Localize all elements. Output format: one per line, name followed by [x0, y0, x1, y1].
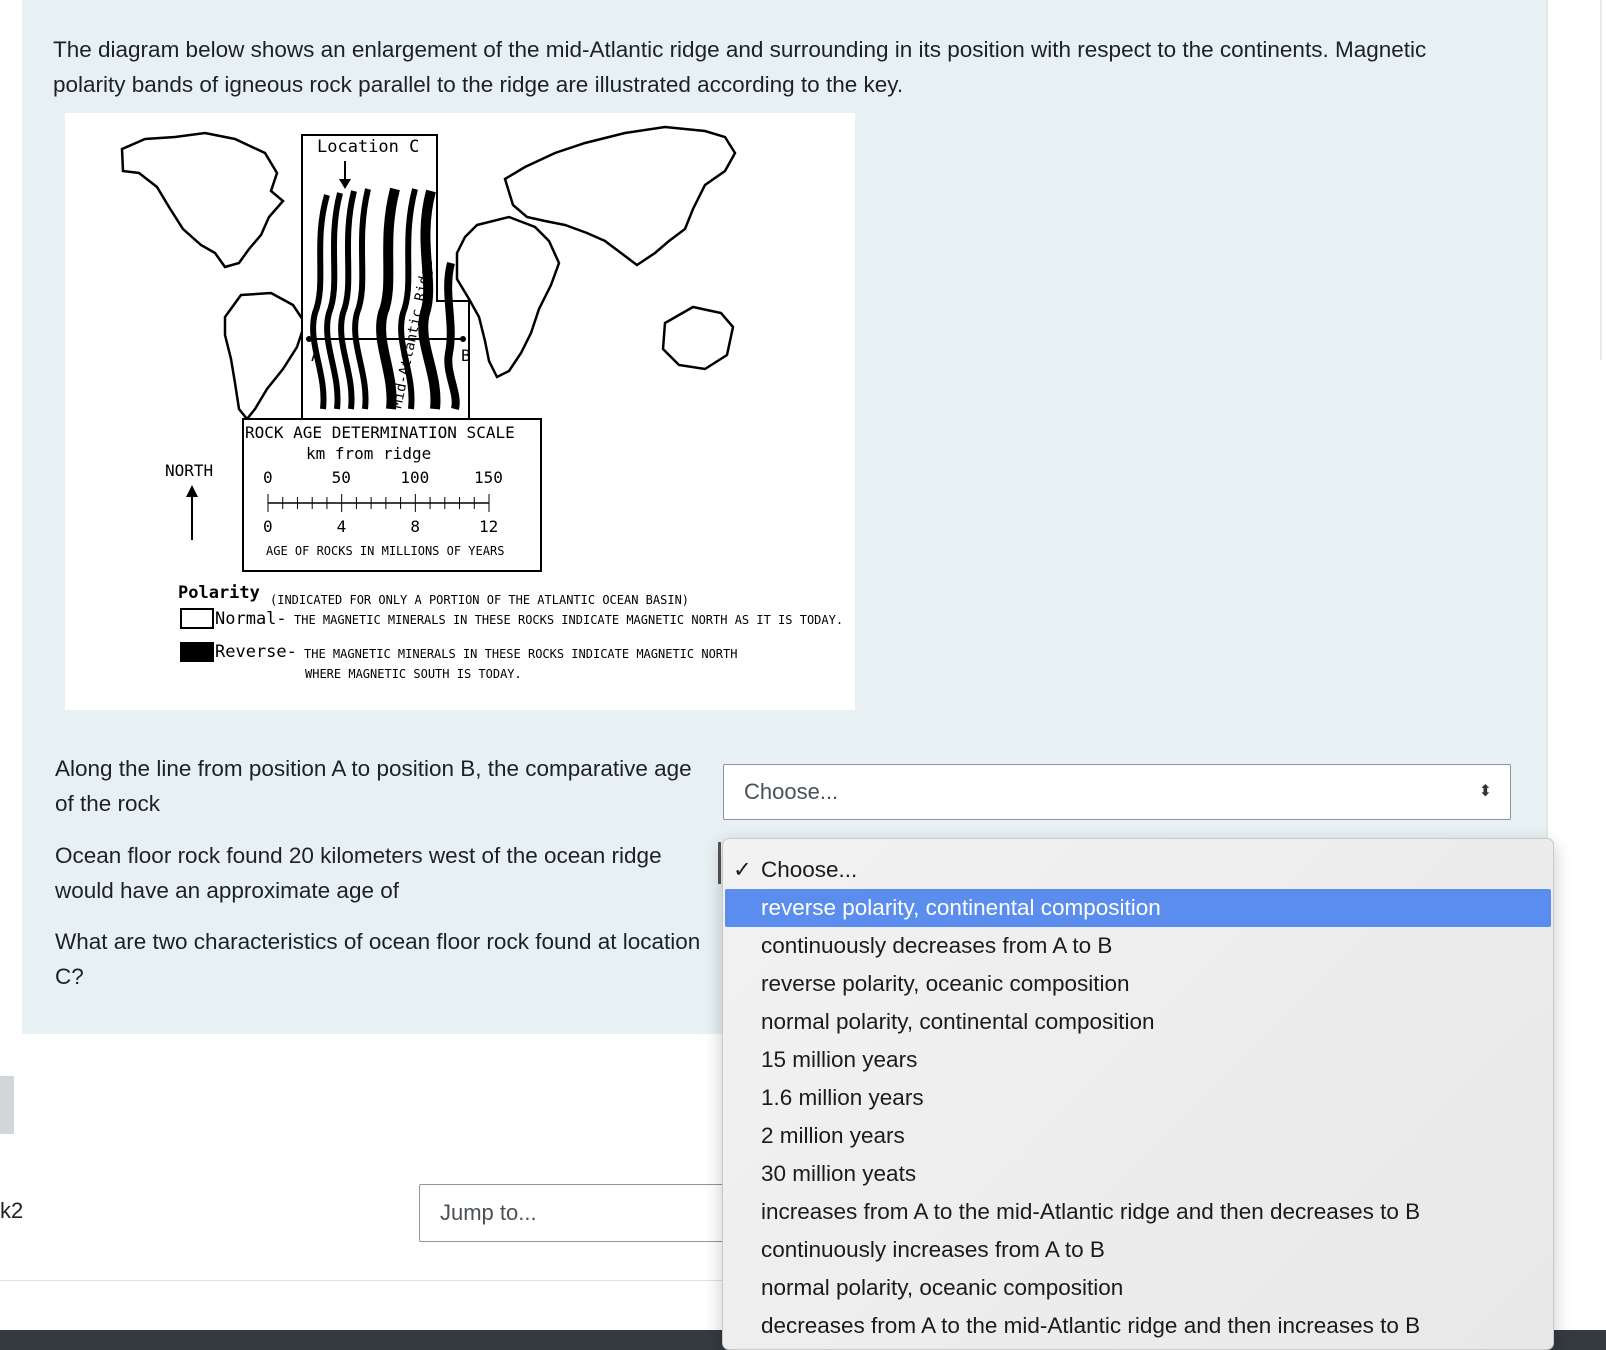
dropdown-option[interactable]: [723, 1003, 1553, 1041]
dropdown-option-label: Choose...: [761, 857, 858, 882]
dropdown-option-label: normal polarity, continental composition: [761, 1009, 1155, 1034]
answer-select-1[interactable]: [723, 764, 1511, 820]
dropdown-option[interactable]: [725, 889, 1551, 927]
scale-title: ROCK AGE DETERMINATION SCALE: [245, 423, 515, 442]
polarity-note: (INDICATED FOR ONLY A PORTION OF THE ATLANTIC OCEAN BASIN): [270, 593, 690, 607]
dropdown-option-label: 1.6 million years: [761, 1085, 924, 1110]
dropdown-option[interactable]: [723, 927, 1553, 965]
dropdown-option[interactable]: [723, 1117, 1553, 1155]
dropdown-option[interactable]: [723, 1079, 1553, 1117]
scrollbar-edge: [1600, 0, 1602, 360]
km-tick-label: 50: [331, 468, 351, 487]
ridge-diagram: [65, 113, 855, 710]
dropdown-option[interactable]: [723, 1041, 1553, 1079]
age-tick-label: 4: [336, 517, 347, 536]
reverse-swatch: [180, 642, 214, 662]
dropdown-option-label: reverse polarity, oceanic composition: [761, 971, 1130, 996]
question-2-text: Ocean floor rock found 20 kilometers west of the ocean ridge would have an approximate age of: [55, 843, 662, 903]
checkmark-icon: ✓: [733, 857, 752, 882]
dropdown-option[interactable]: [723, 965, 1553, 1003]
dropdown-option-label: normal polarity, oceanic composition: [761, 1275, 1124, 1300]
normal-label: Normal-: [215, 609, 287, 629]
reverse-desc-1: THE MAGNETIC MINERALS IN THESE ROCKS INDICATE MAGNETIC NORTH: [304, 647, 738, 661]
question-3-text: What are two characteristics of ocean floor rock found at location C?: [55, 929, 701, 989]
dropdown-option[interactable]: [723, 1155, 1553, 1193]
normal-desc: THE MAGNETIC MINERALS IN THESE ROCKS INDICATE MAGNETIC NORTH AS IT IS TODAY.: [294, 613, 844, 627]
previous-activity-link[interactable]: k2: [0, 1198, 24, 1223]
dropdown-option-label: increases from A to the mid-Atlantic ridge and then decreases to B: [761, 1199, 1421, 1224]
north-label: NORTH: [165, 461, 214, 480]
age-tick-label: 0: [263, 517, 273, 536]
eurasia-outline: [505, 127, 735, 265]
africa-outline: [457, 217, 559, 377]
question-intro: The diagram below shows an enlargement of the mid-Atlantic ridge and surrounding in its position with respect to the continents. Magnetic polarity bands of igneous rock parallel to the ridge are illustrated according to the key.: [53, 37, 1427, 97]
age-tick-label: 12: [479, 517, 499, 536]
ridge-label: Mid-Atlantic Ridge: [389, 258, 437, 410]
dropdown-option[interactable]: [723, 1269, 1553, 1307]
age-tick-label: 8: [410, 517, 420, 536]
polarity-title: Polarity: [178, 583, 260, 603]
dropdown-option[interactable]: [723, 1231, 1553, 1269]
dropdown-option-label: continuously decreases from A to B: [761, 933, 1113, 958]
select-value: Choose...: [744, 779, 839, 804]
km-tick-label: 100: [400, 468, 430, 487]
australia-outline: [663, 307, 733, 369]
reverse-label: Reverse-: [215, 642, 297, 662]
question-1-text: Along the line from position A to position B, the comparative age of the rock: [55, 756, 692, 816]
side-drawer-tab[interactable]: [0, 1076, 14, 1134]
dropdown-menu[interactable]: [722, 838, 1554, 1350]
south-america-outline: [225, 293, 305, 419]
dropdown-option-label: reverse polarity, continental composition: [761, 895, 1161, 920]
jump-to-select[interactable]: Jump to...: [419, 1184, 729, 1242]
point-a-label: A: [311, 346, 321, 365]
reverse-desc-2: WHERE MAGNETIC SOUTH IS TODAY.: [305, 667, 522, 681]
dropdown-option[interactable]: [723, 1193, 1553, 1231]
dropdown-option[interactable]: [723, 1307, 1553, 1345]
dropdown-option-label: 2 million years: [761, 1123, 905, 1148]
dropdown-option-label: continuously increases from A to B: [761, 1237, 1105, 1262]
dropdown-option-label: decreases from A to the mid-Atlantic ridge and then increases to B: [761, 1313, 1421, 1338]
dropdown-option-label: 30 million yeats: [761, 1161, 917, 1186]
km-tick-label: 0: [263, 468, 273, 487]
scale-subtitle: km from ridge: [306, 444, 432, 463]
location-c-label: Location C: [317, 137, 420, 157]
normal-swatch: [181, 609, 213, 628]
north-america-outline: [122, 133, 283, 267]
km-tick-label: 150: [474, 468, 503, 487]
dropdown-option-choose[interactable]: [723, 851, 1553, 889]
select-arrow-icon: ⬍: [1478, 783, 1492, 800]
age-caption: AGE OF ROCKS IN MILLIONS OF YEARS: [266, 544, 505, 558]
dropdown-option-label: 15 million years: [761, 1047, 918, 1072]
dropdown-caret-edge: [718, 842, 721, 884]
point-b-label: B: [461, 346, 471, 365]
